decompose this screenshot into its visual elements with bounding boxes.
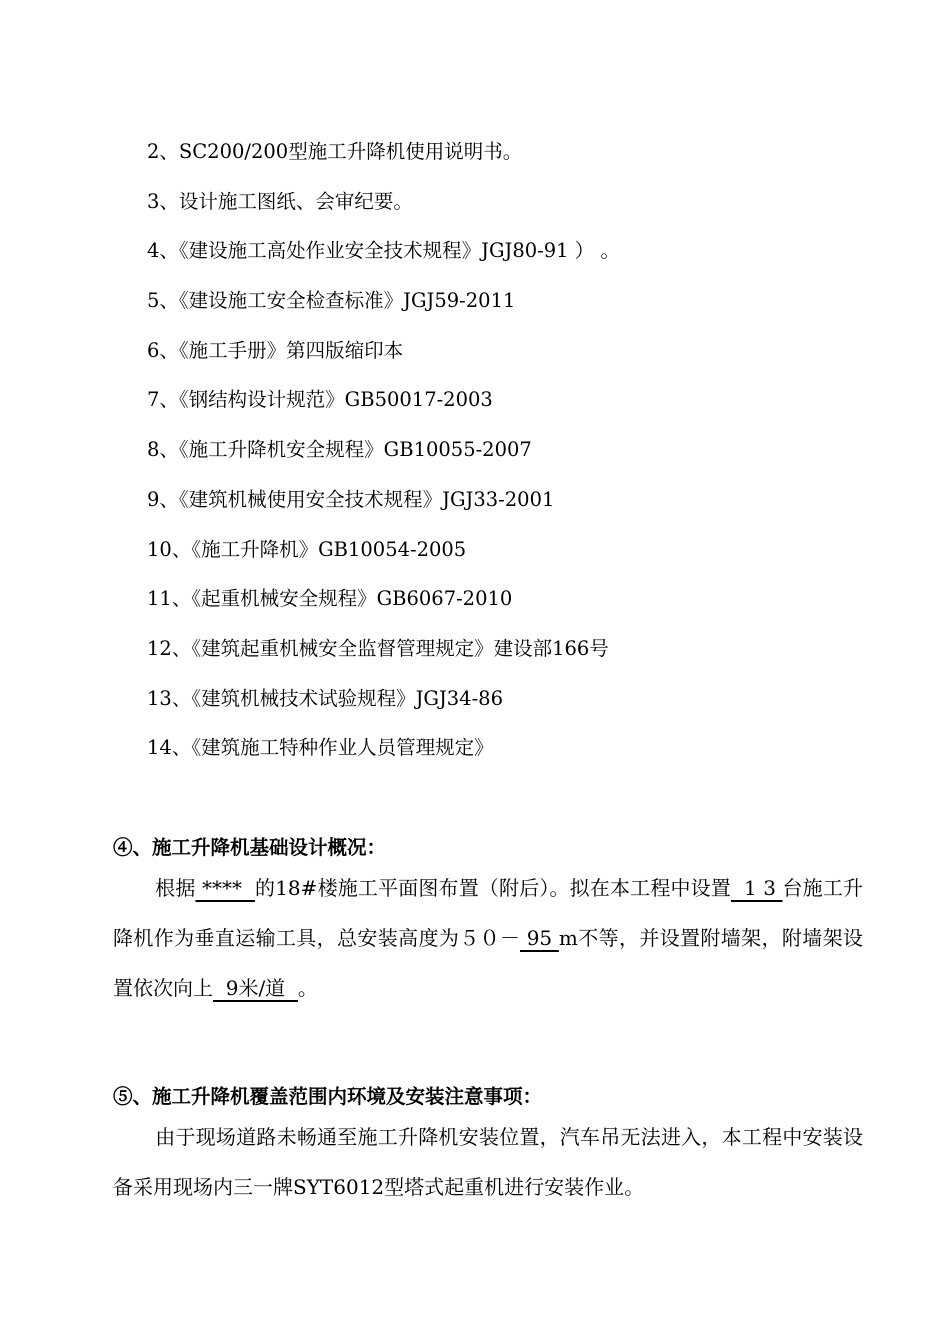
- section-heading: ④、施工升降机基础设计概况：: [113, 836, 387, 859]
- fill-blank: 1 3: [730, 876, 783, 900]
- reference-item: 8、《施工升降机安全规程》GB10055-2007: [147, 438, 532, 462]
- reference-list: [147, 132, 620, 778]
- reference-item: 7、《钢结构设计规范》GB50017-2003: [147, 388, 493, 412]
- fill-blank: ****: [195, 876, 256, 900]
- section-heading: ⑤、施工升降机覆盖范围内环境及安装注意事项：: [113, 1085, 543, 1108]
- reference-item: 13、《建筑机械技术试验规程》JGJ34-86: [147, 686, 503, 710]
- reference-item: 14、《建筑施工特种作业人员管理规定》: [147, 736, 494, 760]
- reference-item: 4、《建设施工高处作业安全技术规程》JGJ80-91 ） 。: [147, 239, 620, 263]
- reference-item: 2、SC200/200型施工升降机使用说明书。: [147, 140, 523, 163]
- reference-item: 6、《施工手册》第四版缩印本: [147, 338, 404, 362]
- reference-item: 9、《建筑机械使用安全技术规程》JGJ33-2001: [147, 487, 555, 511]
- reference-item: 3、设计施工图纸、会审纪要。: [147, 189, 413, 213]
- section-foundation-design: [113, 833, 863, 1013]
- reference-item: 11、《起重机械安全规程》GB6067-2010: [147, 587, 513, 611]
- section-installation-notes: [113, 1082, 863, 1212]
- reference-item: 5、《建设施工安全检查标准》JGJ59-2011: [147, 289, 516, 313]
- fill-blank: 95: [519, 926, 559, 950]
- reference-item: 10、《施工升降机》GB10054-2005: [147, 537, 467, 561]
- section-paragraph: 由于现场道路未畅通至施工升降机安装位置，汽车吊无法进入，本工程中安装设备采用现场内三一牌SYT6012型塔式起重机进行安装作业。: [113, 1125, 863, 1199]
- section-paragraph: 根据 **** 的18#楼施工平面图布置（附后）。拟在本工程中设置 1 3 台施工升降机作为垂直运输工具，总安装高度为５０－ 95 m不等，并设置附墙架，附墙架设置依次向上 9米/道 。: [113, 876, 863, 1000]
- reference-item: 12、《建筑起重机械安全监督管理规定》建设部166号: [147, 636, 609, 660]
- fill-blank: 9米/道: [213, 976, 298, 1000]
